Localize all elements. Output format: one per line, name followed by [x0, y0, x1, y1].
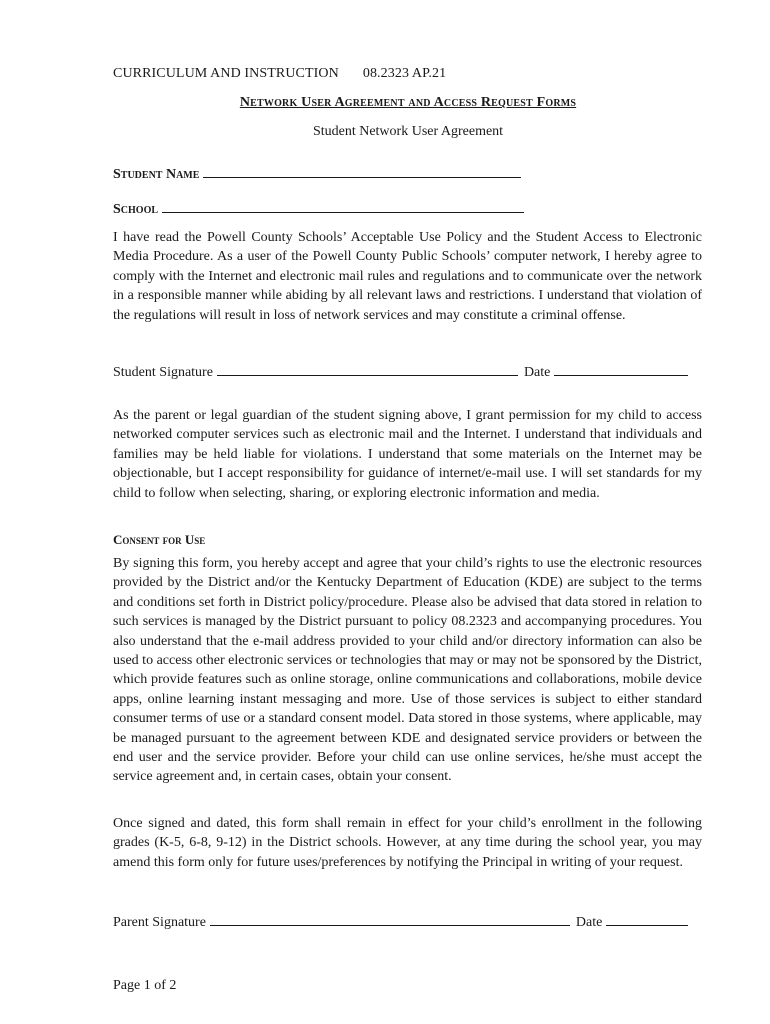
school-label: School: [113, 202, 159, 217]
header-section: CURRICULUM AND INSTRUCTION: [113, 66, 339, 81]
student-date-line[interactable]: [554, 364, 688, 376]
parent-date-label: Date: [575, 915, 603, 930]
page-subtitle: Student Network User Agreement: [312, 124, 504, 139]
consent-body: By signing this form, you hereby accept and agree that your child’s rights to use the electronic resources provided by the District and/or the Kentucky Department of Education (KDE) are subject to the terms and conditions set forth in District policy/procedure. Please also be advised that data stored in relation to such services is managed by the District pursuant to policy 08.2323 and accompanying procedures. You also understand that the e-mail address provided to your child and/or directory information can also be used to access other electronic services or technologies that may or may not be sponsored by the District, which provide features such as online storage, online communications and collaborations, mobile device apps, online learning instant messaging and more. Use of those services is subject to either standard consumer terms of use or a standard consent model. Data stored in those systems, where applicable, may be managed pursuant to the agreement between KDE and designated service providers or between the end user and the service provider. Before your child can use online services, he/she must accept the service agreement and, in certain cases, obtain your consent.: [113, 556, 702, 785]
parent-signature-row: [113, 914, 694, 931]
duration-body: Once signed and dated, this form shall remain in effect for your child’s enrollment in the following grades (K-5, 6-8, 9-12) in the District schools. However, at any time during the school year, you may amend this form only for future uses/preferences by notifying the Principal in writing of your request.: [113, 816, 702, 870]
school-line[interactable]: [162, 201, 524, 213]
school-field[interactable]: [113, 201, 524, 218]
parent-statement: As the parent or legal guardian of the student signing above, I grant permission for my child to access networked computer services such as electronic mail and the Internet. I understand that individuals and families may be held liable for violations. I understand that some materials on the Internet may be objectionable, but I accept responsibility for guidance of internet/e-mail use. I will set standards for my child to follow when selecting, sharing, or exploring electronic information and media.: [113, 408, 702, 501]
student-name-label: Student Name: [113, 167, 200, 182]
parent-signature-line[interactable]: [210, 914, 570, 926]
student-signature-line[interactable]: [217, 364, 518, 376]
header-code: 08.2323 AP.21: [362, 66, 447, 81]
student-name-field[interactable]: [113, 166, 521, 183]
parent-date-line[interactable]: [606, 914, 688, 926]
page-title: Network User Agreement and Access Request Forms: [239, 95, 577, 110]
page-number: Page 1 of 2: [113, 978, 177, 993]
student-statement: I have read the Powell County Schools’ Acceptable Use Policy and the Student Access to Electronic Media Procedure. As a user of the Powell County Public Schools’ computer network, I hereby agree to comply with the Internet and electronic mail rules and regulations and to communicate over the network in a responsible manner while abiding by all relevant laws and restrictions. I understand that violation of the regulations will result in loss of network services and may constitute a criminal offense.: [113, 230, 702, 323]
student-date-label: Date: [523, 365, 551, 380]
consent-heading: Consent for Use: [113, 532, 206, 547]
student-name-line[interactable]: [203, 166, 521, 178]
parent-signature-label: Parent Signature: [113, 915, 206, 930]
document-header: [113, 66, 446, 82]
student-signature-row: [113, 364, 694, 381]
student-signature-label: Student Signature: [113, 365, 213, 380]
